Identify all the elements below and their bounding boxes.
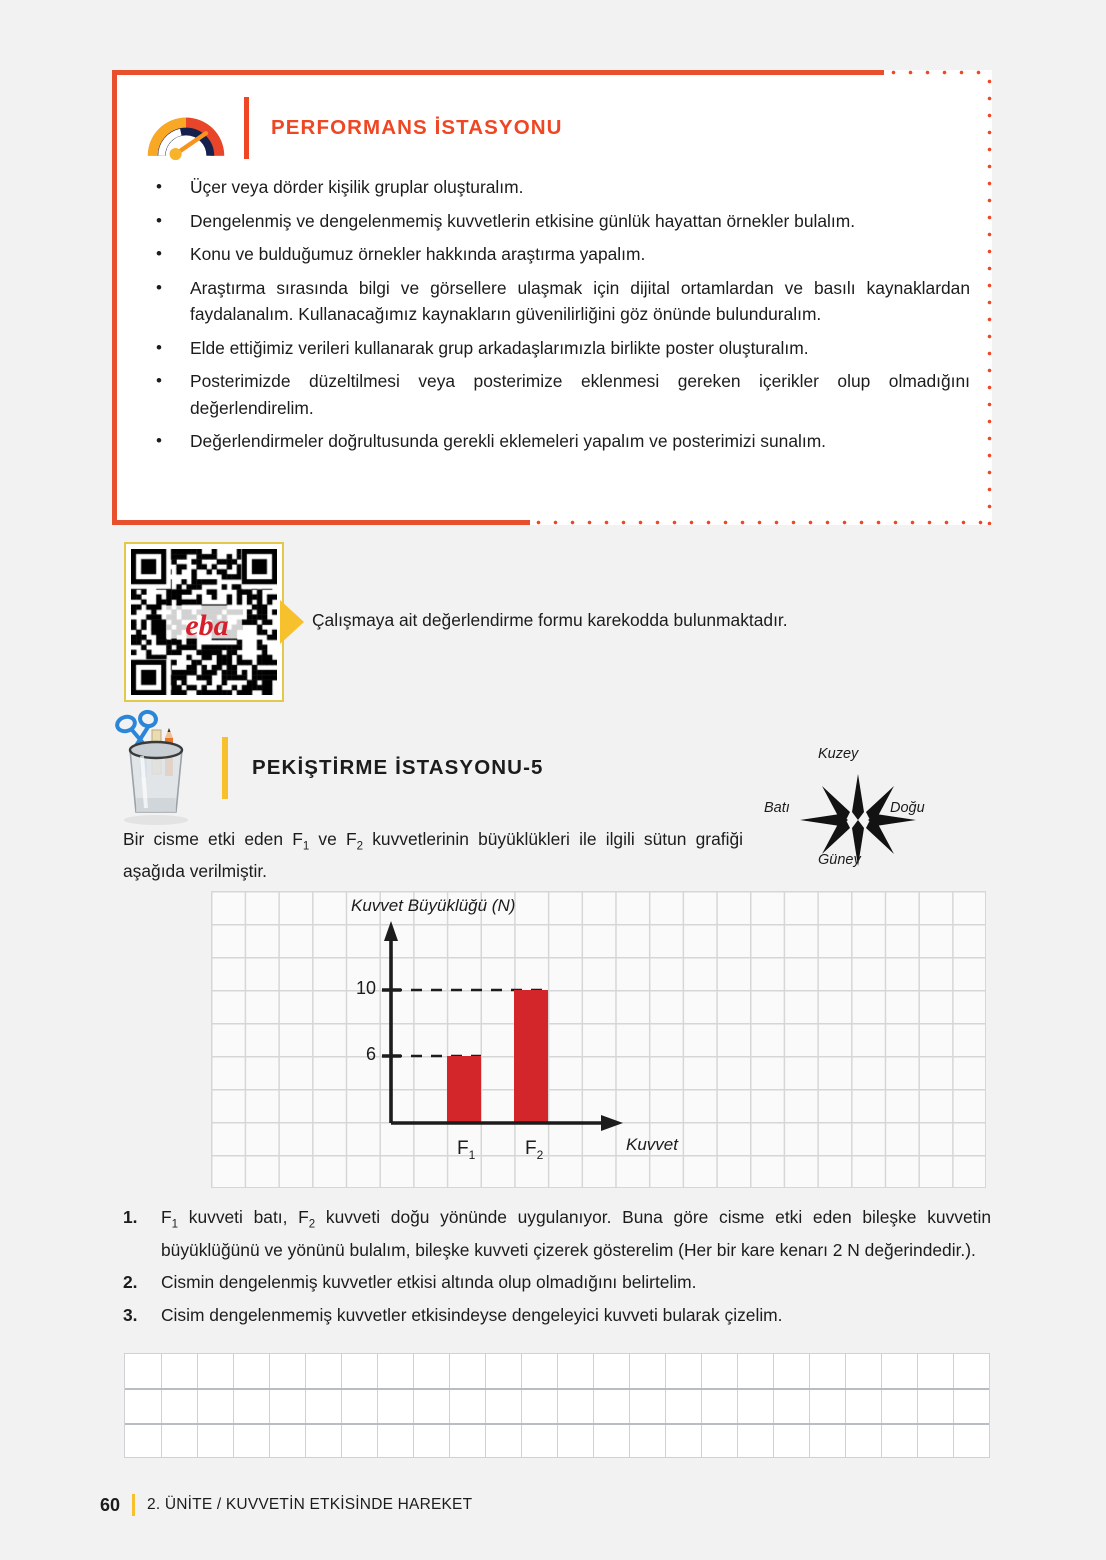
grid-vline [485,1354,486,1457]
question-text: Cisim dengelenmemiş kuvvetler etkisindeyse dengeleyici kuvveti bularak çizelim. [161,1304,783,1325]
question-number: 3. [123,1304,138,1325]
y-tick-label-6: 6 [365,1044,376,1064]
play-triangle-icon [280,600,304,644]
intro-sub-2: 2 [356,840,364,853]
bullet-icon: • [156,244,162,263]
list-item [142,428,970,455]
bullet-icon: • [156,210,162,230]
q1-sub1: 1 [171,1218,179,1231]
q1-post: kuvveti doğu yönünde uygulanıyor. Buna göre cisme etki eden bileşke kuvvetin büyüklüğünü ve yönünü bulalım, bileşke kuvveti çizerek gösterelim (Her bir kare kenarı 2 N değerindedir.). [161,1207,991,1260]
chart-x-axis-label: Kuvvet [626,1135,678,1154]
bullet-icon: • [156,177,162,196]
list-item [123,1270,991,1296]
x-category-label-f1 [457,1138,475,1162]
q1-mid: kuvveti batı, F [178,1207,309,1227]
grid-vline [737,1354,738,1457]
footer-unit-text: 2. ÜNİTE / KUVVETİN ETKİSİNDE HAREKET [147,1496,473,1513]
question-text: Cismin dengelenmiş kuvvetler etkisi altında olup olmadığını belirtelim. [161,1272,697,1293]
grid-vline [341,1354,342,1457]
reinforcement-station-header [108,706,544,830]
box-border-bottom-solid [112,520,530,525]
box-border-left [112,70,117,525]
q1-pre: F [161,1207,172,1227]
performance-station-title: PERFORMANS İSTASYONU [271,116,563,139]
list-item [123,1303,991,1329]
grid-vline [881,1354,882,1457]
compass-label-east: Doğu [890,800,925,816]
intro-post: kuvvetlerinin büyüklükleri ile ilgili sütun grafiği aşağıda verilmiştir. [123,829,743,882]
intro-pre: Bir cisme etki eden F [123,829,303,849]
compass-label-south: Güney [818,852,861,868]
box-border-bottom-dotted [527,520,992,525]
list-item-text: Elde ettiğimiz verileri kullanarak grup arkadaşlarımızla birlikte poster oluşturalım. [190,337,809,358]
performance-task-list [142,174,970,462]
cat-f1-main: F [457,1138,469,1159]
grid-vline [773,1354,774,1457]
x-category-label-f2 [525,1138,543,1162]
list-item-text: Değerlendirmeler doğrultusunda gerekli eklemeleri yapalım ve posterimizi sunalım. [190,431,827,451]
y-axis-arrow [384,921,398,941]
list-item [123,1205,991,1263]
bar-f2 [514,990,548,1123]
compass-label-north: Kuzey [818,746,859,762]
grid-vline [305,1354,306,1457]
page-footer [100,1494,472,1516]
cat-f1-sub: 1 [468,1147,476,1162]
grid-vline [665,1354,666,1457]
cat-f2-sub: 2 [536,1147,544,1162]
grid-vline [449,1354,450,1457]
x-axis-arrow [601,1115,623,1131]
list-item [142,174,970,201]
intro-mid: ve F [309,829,357,849]
chart-y-axis-label: Kuvvet Büyüklüğü (N) [351,896,516,915]
header-accent-rule [244,97,249,159]
performance-station-header [142,92,563,164]
grid-vline [197,1354,198,1457]
intro-sub-1: 1 [302,840,310,853]
box-border-top-dotted [882,70,992,75]
grid-vline [917,1354,918,1457]
y-tick-label-10: 10 [355,978,376,998]
bullet-icon: • [156,431,162,450]
list-item [142,241,970,268]
performance-station-box [112,70,992,525]
question-number: 2. [123,1272,138,1293]
question-number: 1. [123,1207,138,1227]
answer-grid[interactable] [124,1353,990,1458]
grid-hline [125,1423,989,1425]
reinforcement-station-title: PEKİŞTİRME İSTASYONU-5 [252,756,544,779]
bar-chart [211,891,986,1188]
list-item-text: Konu ve bulduğumuz örnekler hakkında araştırma yapalım. [190,244,646,264]
bullet-icon: • [156,337,162,357]
box-border-top-solid [112,70,884,75]
q1-sub2: 2 [308,1218,316,1231]
grid-vline [269,1354,270,1457]
list-item-text: Posterimizde düzeltilmesi veya posterimize eklenmesi gereken içerikler olup olmadığını değerlendirelim. [190,371,970,418]
bullet-icon: • [156,371,162,390]
list-item [142,335,970,362]
qr-code-row [124,542,1004,702]
compass-rose [750,740,965,875]
chart-plot [211,891,986,1188]
grid-vline [809,1354,810,1457]
grid-vline [701,1354,702,1457]
bullet-icon: • [156,277,162,297]
qr-caption: Çalışmaya ait değerlendirme formu karekodda bulunmaktadır. [312,610,788,630]
grid-vline [557,1354,558,1457]
list-item-text: Üçer veya dörder kişilik gruplar oluşturalım. [190,177,524,197]
list-item [142,368,970,421]
list-item [142,208,970,235]
bar-f1 [447,1056,481,1123]
grid-hline [125,1388,989,1390]
grid-vline [161,1354,162,1457]
box-border-right-dotted [987,70,992,525]
list-item-text: Araştırma sırasında bilgi ve görsellere ulaşmak için dijital ortamlardan ve basılı kaynaklardan faydalanalım. Kullanacağımız kaynakların güvenilirliğini göz önünde bulunduralım. [190,277,970,324]
grid-vline [377,1354,378,1457]
eba-logo: eba [185,609,229,642]
grid-vline [413,1354,414,1457]
list-item [142,275,970,328]
header-accent-rule [222,737,228,799]
grid-vline [233,1354,234,1457]
compass-label-west: Batı [764,800,790,816]
qr-code-frame[interactable] [124,542,284,702]
footer-rule [132,1494,135,1516]
grid-vline [953,1354,954,1457]
grid-vline [629,1354,630,1457]
question-text [161,1207,991,1260]
intro-paragraph [123,827,743,884]
list-item-text: Dengelenmiş ve dengelenmemiş kuvvetlerin etkisine günlük hayattan örnekler bulalım. [190,210,856,231]
grid-vline [521,1354,522,1457]
grid-vline [845,1354,846,1457]
page-number: 60 [100,1494,121,1515]
pencil-cup-icon [108,708,204,828]
gauge-icon [142,95,230,161]
question-list [123,1205,991,1335]
cat-f2-main: F [525,1138,537,1159]
grid-vline [593,1354,594,1457]
